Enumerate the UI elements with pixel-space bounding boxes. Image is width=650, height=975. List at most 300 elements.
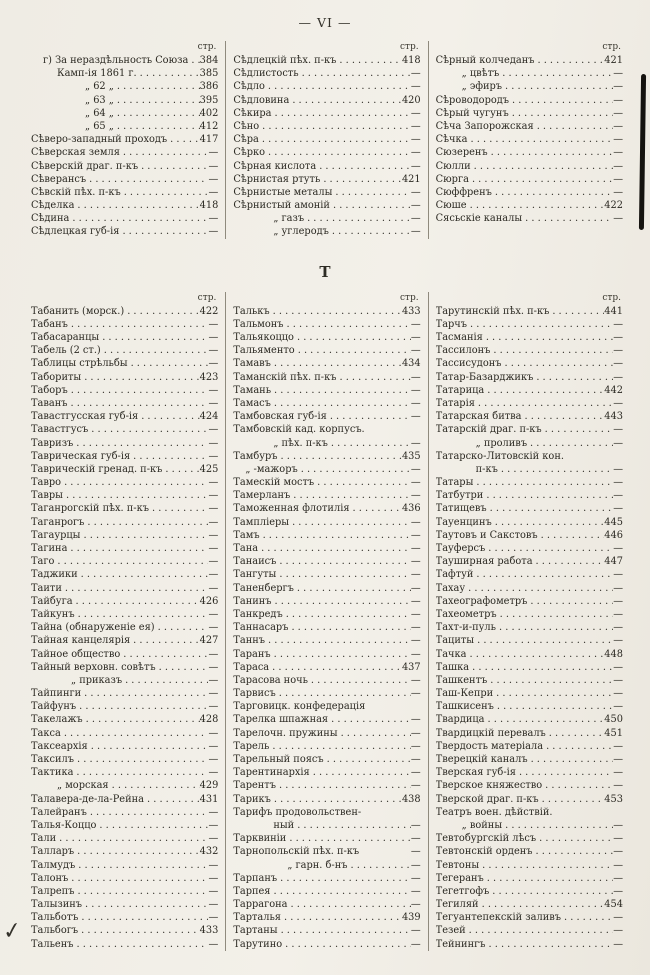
entry-term: Тарентинархія [233, 767, 310, 779]
entry-page-ref: — [613, 147, 623, 159]
entry-term: „ приказъ [71, 674, 123, 686]
entry-term: Таненбергъ [233, 582, 294, 594]
entry-page-ref: — [613, 674, 623, 686]
dot-leader [553, 806, 613, 819]
dot-leader [467, 199, 605, 212]
entry-page-ref: — [613, 94, 623, 106]
index-entry [31, 516, 218, 529]
entry-term: „ эфиръ [461, 81, 503, 93]
dot-leader [294, 819, 410, 832]
index-entry [31, 911, 218, 924]
dot-leader [68, 397, 209, 410]
entry-page-ref: 431 [199, 793, 219, 805]
entry-page-ref: — [208, 186, 219, 198]
entry-term: Тарпея [233, 885, 271, 897]
entry-page-ref: — [613, 332, 623, 343]
entry-term: Сѣделка [31, 200, 75, 212]
dot-leader [494, 700, 613, 713]
entry-page-ref: 434 [401, 358, 421, 370]
index-entry [31, 648, 218, 661]
dot-leader [74, 199, 199, 212]
entry-term: Тачка [435, 648, 467, 660]
index-entry [31, 357, 218, 370]
entry-term: Тафтуй [435, 569, 474, 581]
index-entry [436, 344, 623, 357]
index-entry [31, 766, 218, 779]
dot-leader [124, 305, 199, 318]
dot-leader [289, 516, 411, 529]
dot-leader [501, 357, 613, 370]
dot-leader [138, 160, 208, 173]
entry-page-ref: 435 [401, 450, 421, 462]
entry-page-ref: — [613, 345, 623, 357]
entry-page-ref: — [410, 463, 421, 475]
entry-page-ref: — [613, 358, 623, 370]
index-entry [31, 621, 218, 634]
dot-leader [114, 120, 200, 133]
entry-term: „ 63 „ [85, 94, 114, 106]
index-column-1 [24, 292, 225, 951]
entry-page-ref: — [208, 477, 219, 489]
page-column-label: стр. [400, 292, 419, 303]
entry-term: Тальбогъ [31, 925, 79, 937]
index-entry [233, 318, 420, 331]
entry-page-ref: — [208, 608, 219, 620]
dot-leader [484, 872, 613, 885]
index-entry [436, 700, 623, 713]
entry-page-ref: — [410, 727, 421, 739]
index-entry [436, 938, 623, 951]
entry-page-ref: — [613, 397, 623, 409]
entry-page-ref: — [410, 226, 421, 238]
page-number-header: — VI — [298, 15, 352, 30]
dot-leader [73, 437, 208, 450]
dot-leader [330, 199, 411, 212]
entry-term: ный [273, 819, 295, 831]
dot-leader [533, 371, 613, 384]
dot-leader [475, 397, 613, 410]
index-entry [233, 186, 420, 199]
index-entry [233, 700, 420, 713]
dot-leader [271, 648, 411, 661]
index-entry [436, 727, 623, 740]
entry-page-ref: 429 [199, 780, 219, 792]
entry-page-ref: — [410, 543, 421, 554]
entry-term: Табанить (морск.) [31, 305, 125, 317]
entry-page-ref: — [410, 81, 421, 93]
index-entry [31, 727, 218, 740]
dot-leader [496, 621, 613, 634]
entry-term: Таранъ [233, 648, 271, 660]
index-entry [31, 529, 218, 542]
dot-leader [271, 384, 411, 397]
entry-page-ref: 441 [604, 305, 623, 317]
index-entry [436, 371, 623, 384]
dot-leader [308, 674, 411, 687]
dot-leader [474, 634, 613, 647]
entry-term: Тамбовская губ-ія [233, 411, 327, 423]
dot-leader [78, 568, 209, 581]
entry-term: Сюрга [435, 173, 469, 185]
dot-leader [276, 555, 410, 568]
entry-term: Тарговицк. конфедерація [233, 701, 366, 713]
index-entry [233, 54, 420, 67]
entry-term: Таго [31, 556, 55, 568]
index-entry [233, 885, 420, 898]
dot-leader [527, 437, 613, 450]
entry-page-ref: 451 [604, 727, 623, 739]
dot-leader [469, 173, 613, 186]
entry-page-ref: — [613, 859, 623, 871]
dot-leader [294, 582, 411, 595]
index-entry [31, 502, 218, 515]
index-entry [436, 779, 623, 792]
entry-page-ref: — [208, 384, 219, 396]
entry-page-ref [411, 700, 421, 713]
index-entry [436, 133, 623, 146]
index-entry [436, 80, 623, 93]
entry-term: Тевтонскій орденъ [435, 846, 533, 858]
index-entry [436, 806, 623, 819]
entry-term: Тезей [435, 925, 466, 937]
entry-page-ref: 433 [199, 925, 219, 937]
entry-page-ref: 428 [199, 714, 219, 726]
entry-page-ref: — [613, 173, 623, 185]
index-entry [436, 542, 623, 555]
entry-page-ref: — [410, 569, 421, 581]
dot-leader [466, 924, 613, 937]
entry-page-ref: — [410, 595, 421, 607]
index-entry [233, 634, 420, 647]
index-entry [31, 806, 218, 819]
index-entry [31, 344, 218, 357]
index-entry [31, 199, 218, 212]
entry-list [436, 54, 623, 225]
entry-page-ref: 385 [199, 68, 219, 80]
entry-term: Сѣдина [31, 213, 70, 225]
entry-page-ref: — [208, 885, 219, 897]
entry-term: Твардицкій перевалъ [435, 727, 546, 739]
entry-page-ref: — [613, 819, 623, 831]
index-entry [31, 397, 218, 410]
entry-page-ref: — [410, 674, 421, 686]
dot-leader [534, 54, 604, 67]
entry-page-ref: — [208, 318, 219, 330]
dot-leader [479, 859, 613, 872]
dot-leader [167, 133, 199, 146]
dot-leader [88, 423, 208, 436]
index-entry [233, 938, 420, 951]
entry-term: Сѣрнистый амоній [233, 200, 330, 212]
dot-leader [121, 186, 209, 199]
index-entry [436, 911, 623, 924]
entry-term: Табориты [31, 371, 82, 383]
entry-term: Тауферсъ [435, 543, 486, 554]
entry-term: Талавера-де-ла-Рейна [31, 793, 144, 805]
dot-leader [276, 779, 411, 792]
entry-page-ref: 453 [604, 793, 623, 805]
index-entry [31, 107, 218, 120]
page-column-label: стр. [400, 42, 419, 52]
index-entry [31, 120, 218, 133]
entry-page-ref: — [208, 332, 219, 343]
entry-page-ref: — [410, 437, 421, 449]
entry-term: Тарель [233, 740, 270, 752]
index-entry [436, 146, 623, 159]
entry-term: Тарасова ночь [233, 674, 308, 686]
entry-page-ref: — [208, 688, 219, 700]
entry-page-ref: — [410, 186, 421, 198]
index-entry [233, 753, 420, 766]
index-entry [233, 212, 420, 225]
entry-page-ref: — [410, 213, 421, 225]
dot-leader [298, 463, 411, 476]
entry-term: Татарица [435, 384, 485, 396]
entry-term: Тарикъ [233, 793, 271, 805]
index-entry [436, 674, 623, 687]
entry-term: Сѣрый чугунъ [435, 107, 509, 119]
entry-page-ref: — [613, 68, 623, 80]
entry-page-ref: — [410, 754, 421, 765]
dot-leader [75, 608, 209, 621]
entry-page-ref: — [410, 120, 421, 132]
entry-page-ref: — [410, 397, 421, 409]
dot-leader [96, 819, 208, 832]
index-entry [436, 437, 623, 450]
entry-term: Тарутинскій пѣх. п-къ [435, 305, 550, 317]
entry-term: Сюффренъ [435, 186, 492, 198]
dot-leader [485, 938, 613, 951]
entry-page-ref: — [613, 938, 623, 950]
index-entry [31, 555, 218, 568]
entry-term: Тациты [435, 635, 475, 647]
entry-term: Ташка [435, 661, 470, 673]
dot-leader [468, 133, 613, 146]
entry-term: Тарельный поясъ [233, 754, 324, 765]
entry-term: Тарифъ продовольствен- [233, 806, 362, 818]
entry-term: Сѣдлецкая губ-ія [31, 226, 120, 238]
entry-term: Таблицы стрѣльбы [31, 358, 128, 370]
entry-page-ref: — [410, 318, 421, 330]
dot-leader [324, 753, 411, 766]
index-entry [436, 423, 623, 436]
entry-page-ref: — [613, 463, 623, 475]
dot-leader [533, 845, 613, 858]
dot-leader [338, 727, 411, 740]
index-entry [436, 384, 623, 397]
index-entry [436, 819, 623, 832]
entry-page-ref: — [613, 912, 623, 924]
index-entry [233, 924, 420, 937]
entry-page-ref: 384 [199, 55, 219, 66]
entry-term: Сѣрная кислота [233, 160, 317, 172]
dot-leader [188, 54, 199, 67]
entry-page-ref: 424 [199, 411, 219, 423]
entry-term: Тейнингъ [435, 938, 486, 950]
entry-term: Тайкунъ [31, 608, 75, 620]
entry-term: Сѣча Запорожская [435, 120, 534, 132]
entry-page-ref: — [208, 859, 219, 871]
dot-leader [76, 700, 208, 713]
index-entry [233, 516, 420, 529]
dot-leader [479, 898, 605, 911]
entry-term: Тверская губ-ія [435, 767, 516, 779]
entry-term: Сѣрный колчеданъ [435, 55, 535, 66]
index-entry [436, 793, 623, 806]
dot-leader [82, 898, 208, 911]
entry-page-ref: 422 [604, 200, 623, 212]
entry-page-ref: 433 [401, 305, 421, 317]
dot-leader [282, 938, 411, 951]
entry-term: Сюше [435, 200, 467, 212]
index-entry [31, 160, 218, 173]
dot-leader [74, 753, 208, 766]
index-column-1 [24, 41, 225, 239]
entry-page-ref: 450 [604, 714, 623, 726]
dot-leader [283, 608, 411, 621]
entry-term: Тавризъ [31, 437, 74, 449]
dot-leader [561, 911, 613, 924]
entry-page-ref: — [410, 490, 421, 502]
entry-page-ref: — [208, 740, 219, 752]
entry-page-ref: — [208, 582, 219, 594]
entry-term: Тарквиніи [233, 833, 287, 845]
entry-term: Татарская битва [435, 411, 522, 423]
index-entry [233, 423, 420, 436]
entry-term: Тайный верховн. совѣтъ [31, 661, 156, 673]
index-entry [233, 859, 420, 872]
index-entry [31, 674, 218, 687]
entry-term: Тахеометръ [435, 608, 497, 620]
entry-page-ref: — [410, 529, 421, 541]
entry-page-ref: — [410, 608, 421, 620]
entry-page-ref: — [613, 622, 623, 634]
dot-leader [473, 568, 613, 581]
entry-term: Таррагона [233, 899, 288, 911]
index-entry [436, 898, 623, 911]
entry-page-ref: 436 [401, 503, 421, 515]
entry-page-ref: 402 [199, 107, 219, 119]
index-entry [31, 331, 218, 344]
dot-leader [469, 661, 613, 674]
dot-leader [502, 80, 613, 93]
entry-term: Сѣра [233, 134, 259, 146]
index-entry [31, 845, 218, 858]
entry-term: Татар-Базарджикъ [435, 371, 534, 383]
index-entry [436, 199, 623, 212]
entry-term: Тарентъ [233, 780, 276, 792]
index-entry [436, 595, 623, 608]
index-entry [31, 713, 218, 726]
dot-leader [271, 357, 402, 370]
entry-term: Тамасъ [233, 397, 271, 409]
dot-leader [314, 476, 410, 489]
dot-leader [509, 107, 613, 120]
index-entry [31, 700, 218, 713]
dot-leader [68, 872, 208, 885]
index-entry [233, 146, 420, 159]
dot-leader [120, 648, 208, 661]
index-entry [233, 344, 420, 357]
entry-page-ref: — [410, 780, 421, 792]
entry-page-ref: — [208, 437, 219, 449]
entry-page-ref: 448 [604, 648, 623, 660]
dot-leader [492, 186, 613, 199]
entry-page-ref: — [613, 661, 623, 673]
entry-term: Тамескій мостъ [233, 477, 315, 489]
entry-page-ref: — [410, 68, 421, 80]
dot-leader [485, 713, 605, 726]
index-column-3 [428, 41, 630, 239]
entry-page-ref: — [208, 938, 219, 950]
entry-page-ref: — [613, 635, 623, 647]
index-entry [233, 357, 420, 370]
index-entry [233, 595, 420, 608]
entry-term: г) За нераздѣльность Союза [43, 55, 189, 66]
index-entry [31, 212, 218, 225]
entry-term: Тальенъ [31, 938, 74, 950]
entry-page-ref: 437 [401, 661, 421, 673]
index-entry [233, 331, 420, 344]
entry-term: Тайфунъ [31, 701, 77, 713]
entry-term: Тахеографометръ [435, 595, 528, 607]
entry-term: Такелажъ [31, 714, 83, 726]
index-entry [31, 740, 218, 753]
dot-leader [265, 146, 411, 159]
dot-leader [278, 450, 402, 463]
dot-leader [144, 793, 200, 806]
index-entry [233, 806, 420, 819]
index-entry [31, 859, 218, 872]
entry-term: Тауенцинъ [435, 516, 492, 528]
dot-leader [78, 924, 200, 937]
dot-leader [61, 476, 208, 489]
index-entry [436, 120, 623, 133]
index-entry [233, 463, 420, 476]
dot-leader [258, 542, 411, 555]
index-entry [436, 766, 623, 779]
index-entry [436, 872, 623, 885]
entry-page-ref: — [613, 872, 623, 884]
index-entry [436, 555, 623, 568]
entry-term: Тарталья [233, 912, 281, 924]
entry-term: Сѣчка [435, 134, 468, 146]
entry-page-ref: — [410, 859, 421, 871]
dot-leader [56, 832, 208, 845]
index-entry [31, 779, 218, 792]
index-entry [436, 885, 623, 898]
entry-term: Твердость матеріала [435, 740, 544, 752]
dot-leader [269, 740, 410, 753]
index-entry [436, 305, 623, 318]
entry-term: Тассисудонъ [435, 358, 502, 370]
index-entry [436, 582, 623, 595]
index-entry [233, 94, 420, 107]
entry-term: Талызинъ [31, 899, 83, 911]
dot-leader [316, 160, 410, 173]
entry-page-ref: — [208, 503, 219, 515]
dot-leader [534, 120, 613, 133]
index-entry [31, 582, 218, 595]
dot-leader [509, 94, 613, 107]
entry-page-ref: — [208, 160, 219, 172]
page-column-label: стр. [602, 292, 621, 303]
dot-leader [329, 225, 411, 238]
dot-leader [502, 819, 613, 832]
entry-term: „ гарн. б-нъ [287, 859, 348, 871]
index-entry [31, 568, 218, 581]
dot-leader [361, 806, 410, 819]
